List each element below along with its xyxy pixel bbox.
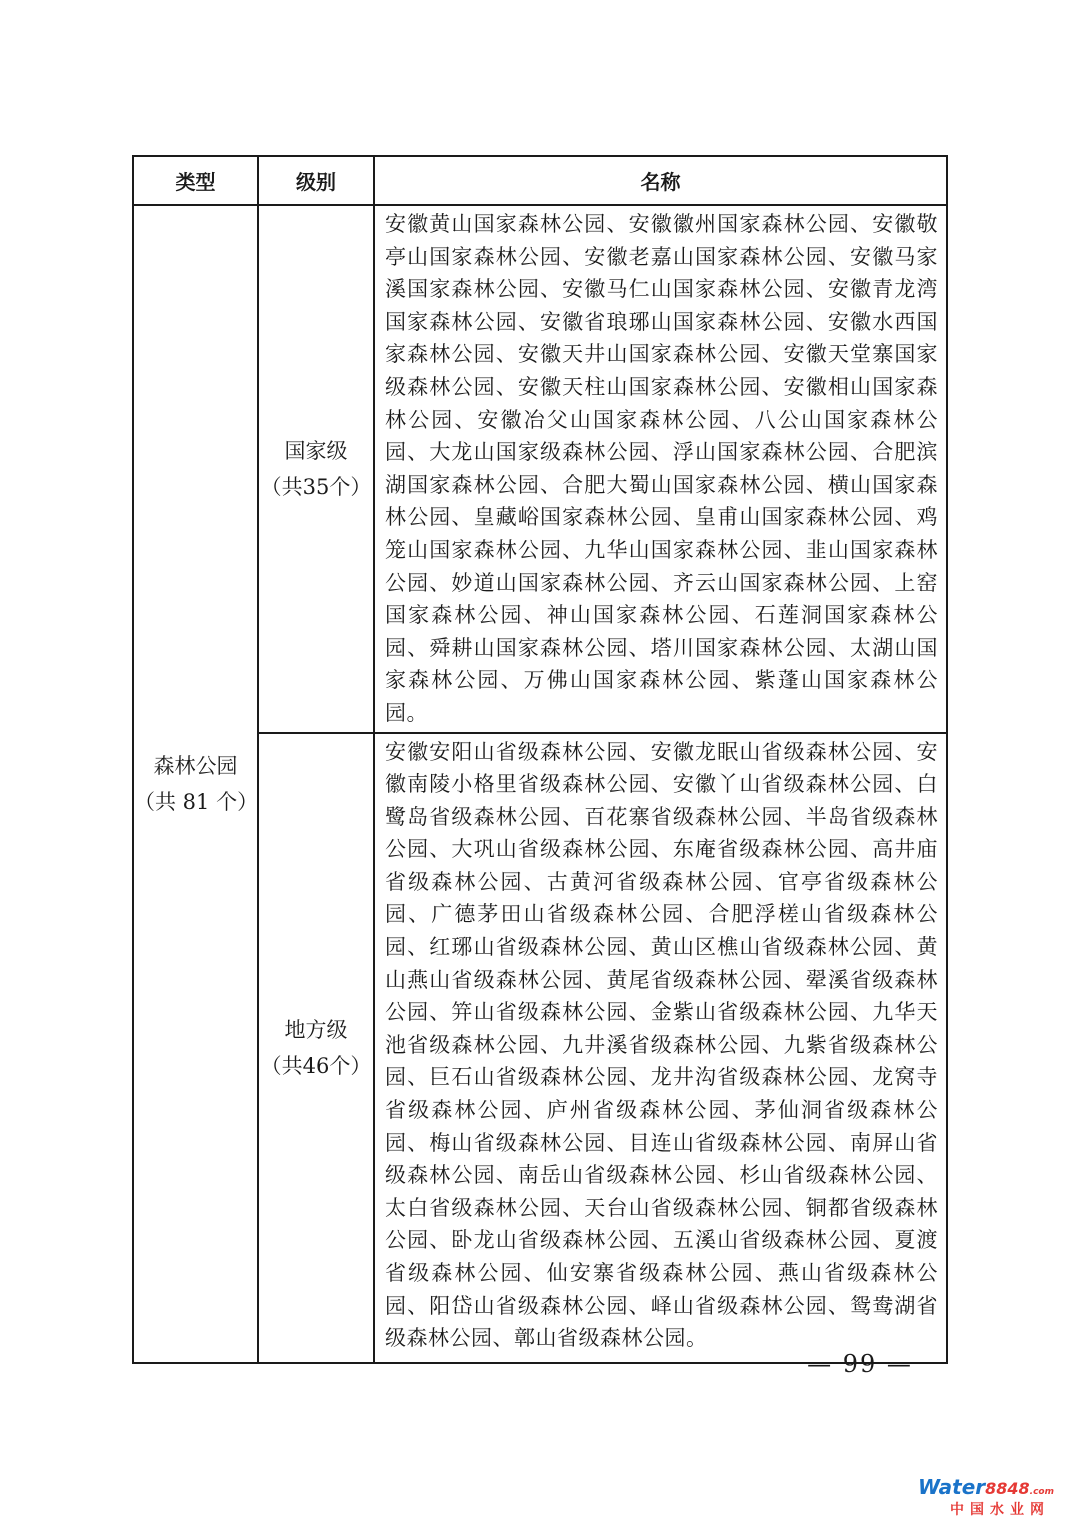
watermark-brand-suffix: .com [1029, 1487, 1054, 1497]
park-names: 安徽安阳山省级森林公园、安徽龙眠山省级森林公园、安徽南陵小格里省级森林公园、安徽丫山省级森林公园、白鹭岛省级森林公园、百花寨省级森林公园、半岛省级森林公园、大巩山省级森林公园、东庵省级森林公园、高井庙省级森林公园、古黄河省级森林公园、官亭省级森林公园、广德茅田山省级森林公园、合肥浮槎山省级森林公园、红琊山省级森林公园、黄山区樵山省级森林公园、黄山燕山省级森林公园、黄尾省级森林公园、翚溪省级森林公园、笄山省级森林公园、金紫山省级森林公园、九华天池省级森林公园、九井溪省级森林公园、九紫省级森林公园、巨石山省级森林公园、龙井沟省级森林公园、龙窝寺省级森林公园、庐州省级森林公园、茅仙洞省级森林公园、梅山省级森林公园、目连山省级森林公园、南屏山省级森林公园、南岳山省级森林公园、杉山省级森林公园、太白省级森林公园、天台山省级森林公园、铜都省级森林公园、卧龙山省级森林公园、五溪山省级森林公园、夏渡省级森林公园、仙安寨省级森林公园、燕山省级森林公园、阳岱山省级森林公园、峄山省级森林公园、鸳鸯湖省级森林公园、鄣山省级森林公园。 [385, 739, 938, 1351]
level-count: （共35个） [260, 474, 372, 499]
type-label: 森林公园 [153, 753, 238, 778]
watermark-brand-text: Water [917, 1475, 986, 1499]
header-type: 类型 [133, 156, 258, 205]
names-cell-national [374, 205, 947, 733]
names-cell-local [374, 733, 947, 1363]
park-names: 安徽黄山国家森林公园、安徽徽州国家森林公园、安徽敬亭山国家森林公园、安徽老嘉山国家森林公园、安徽马家溪国家森林公园、安徽马仁山国家森林公园、安徽青龙湾国家森林公园、安徽省琅琊山国家森林公园、安徽水西国家森林公园、安徽天井山国家森林公园、安徽天堂寨国家级森林公园、安徽天柱山国家森林公园、安徽相山国家森林公园、安徽冶父山国家森林公园、八公山国家森林公园、大龙山国家级森林公园、浮山国家森林公园、合肥滨湖国家森林公园、合肥大蜀山国家森林公园、横山国家森林公园、皇藏峪国家森林公园、皇甫山国家森林公园、鸡笼山国家森林公园、九华山国家森林公园、韭山国家森林公园、妙道山国家森林公园、齐云山国家森林公园、上窑国家森林公园、神山国家森林公园、石莲洞国家森林公园、舜耕山国家森林公园、塔川国家森林公园、太湖山国家森林公园、万佛山国家森林公园、紫蓬山国家森林公园。 [385, 212, 938, 725]
level-cell-local [258, 733, 374, 1363]
table-header-row [133, 156, 947, 205]
watermark-brand [918, 1475, 1054, 1499]
level-label: 地方级 [284, 1017, 348, 1042]
type-count: （共 81 个） [134, 789, 259, 814]
type-cell-forest-park [133, 205, 258, 1363]
level-label: 国家级 [284, 438, 348, 463]
watermark-logo [917, 1475, 1062, 1519]
level-count: （共46个） [260, 1053, 372, 1078]
watermark-subtitle: 中国水业网 [950, 1502, 1050, 1518]
table-row-national [133, 205, 947, 733]
park-table [132, 155, 948, 1364]
header-level: 级别 [258, 156, 374, 205]
header-name: 名称 [374, 156, 947, 205]
page-number: — 99 — [807, 1350, 913, 1378]
watermark-brand-number: 8848 [985, 1479, 1030, 1498]
level-cell-national [258, 205, 374, 733]
